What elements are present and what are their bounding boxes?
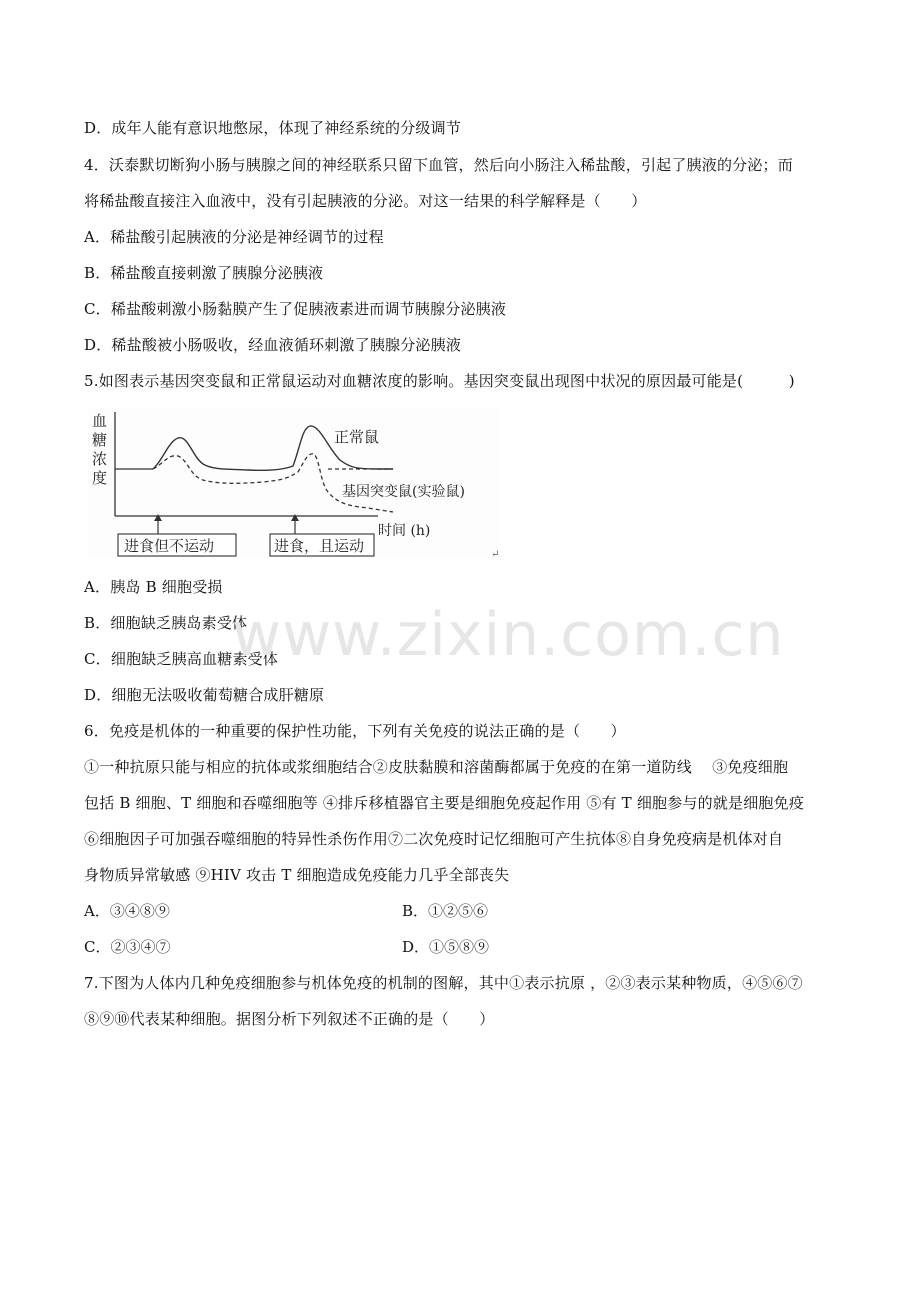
blood-glucose-graph — [88, 408, 498, 558]
q6-option-b: B．①②⑤⑥ — [402, 902, 489, 920]
q4-option-a: A．稀盐酸引起胰液的分泌是神经调节的过程 — [84, 228, 384, 246]
mutant-mouse-label: 基因突变鼠(实验鼠) — [342, 484, 465, 500]
y-axis-label-char-3: 浓 — [92, 450, 108, 468]
q4-option-b: B．稀盐酸直接刺激了胰腺分泌胰液 — [84, 264, 324, 282]
q6-option-a: A．③④⑧⑨ — [84, 902, 170, 920]
x-axis-label: 时间 (h) — [378, 523, 431, 539]
q3-option-d: D．成年人能有意识地憋尿，体现了神经系统的分级调节 — [84, 119, 462, 137]
q6-statements-line2: 包括 B 细胞、T 细胞和吞噬细胞等 ④排斥移植器官主要是细胞免疫起作用 ⑤有 T 细胞参与的就是细胞免疫 — [84, 794, 805, 812]
y-axis-label-char-2: 糖 — [92, 431, 108, 449]
q6-option-c: C．②③④⑦ — [84, 938, 171, 956]
normal-mouse-label: 正常鼠 — [334, 428, 380, 446]
label-box-2-text: 进食，且运动 — [274, 537, 365, 555]
q6-stem: 6．免疫是机体的一种重要的保护性功能，下列有关免疫的说法正确的是（ ） — [84, 722, 626, 740]
stray-mark: ↵ — [491, 549, 500, 560]
q4-option-c: C．稀盐酸刺激小肠黏膜产生了促胰液素进而调节胰腺分泌胰液 — [84, 300, 507, 318]
q7-stem-line2: ⑧⑨⑩代表某种细胞。据图分析下列叙述不正确的是（ ） — [84, 1010, 495, 1028]
q6-option-d: D．①⑤⑧⑨ — [402, 938, 490, 956]
y-axis-label-char-4: 度 — [92, 469, 108, 487]
label-box-1-text: 进食但不运动 — [124, 537, 215, 555]
q4-option-d: D．稀盐酸被小肠吸收，经血液循环刺激了胰腺分泌胰液 — [84, 336, 462, 354]
q7-stem-line1: 7.下图为人体内几种免疫细胞参与机体免疫的机制的图解，其中①表示抗原 ，②③表示某种物质，④⑤⑥⑦ — [84, 974, 803, 992]
q5-option-c: C．细胞缺乏胰高血糖素受体 — [84, 650, 279, 668]
q6-statements-line4: 身物质异常敏感 ⑨HIV 攻击 T 细胞造成免疫能力几乎全部丧失 — [84, 866, 510, 884]
q5-stem: 5.如图表示基因突变鼠和正常鼠运动对血糖浓度的影响。基因突变鼠出现图中状况的原因最可能是( ) — [84, 372, 795, 390]
q6-statements-line1: ①一种抗原只能与相应的抗体或浆细胞结合②皮肤黏膜和溶菌酶都属于免疫的在第一道防线 ③免疫细胞 — [84, 758, 789, 776]
q5-option-a: A．胰岛 B 细胞受损 — [84, 578, 223, 596]
y-axis-label-char-1: 血 — [92, 412, 108, 430]
watermark: www.zixin.com.cn — [232, 600, 785, 670]
q4-stem-line1: 4．沃泰默切断狗小肠与胰腺之间的神经联系只留下血管，然后向小肠注入稀盐酸，引起了胰液的分泌；而 — [84, 156, 793, 174]
q4-stem-line2: 将稀盐酸直接注入血液中，没有引起胰液的分泌。对这一结果的科学解释是（ ） — [84, 192, 647, 210]
q6-statements-line3: ⑥细胞因子可加强吞噬细胞的特异性杀伤作用⑦二次免疫时记忆细胞可产生抗体⑧自身免疫病是机体对自 — [84, 830, 784, 848]
q5-option-d: D．细胞无法吸收葡萄糖合成肝糖原 — [84, 686, 325, 704]
q5-option-b: B．细胞缺乏胰岛素受体 — [84, 614, 248, 632]
